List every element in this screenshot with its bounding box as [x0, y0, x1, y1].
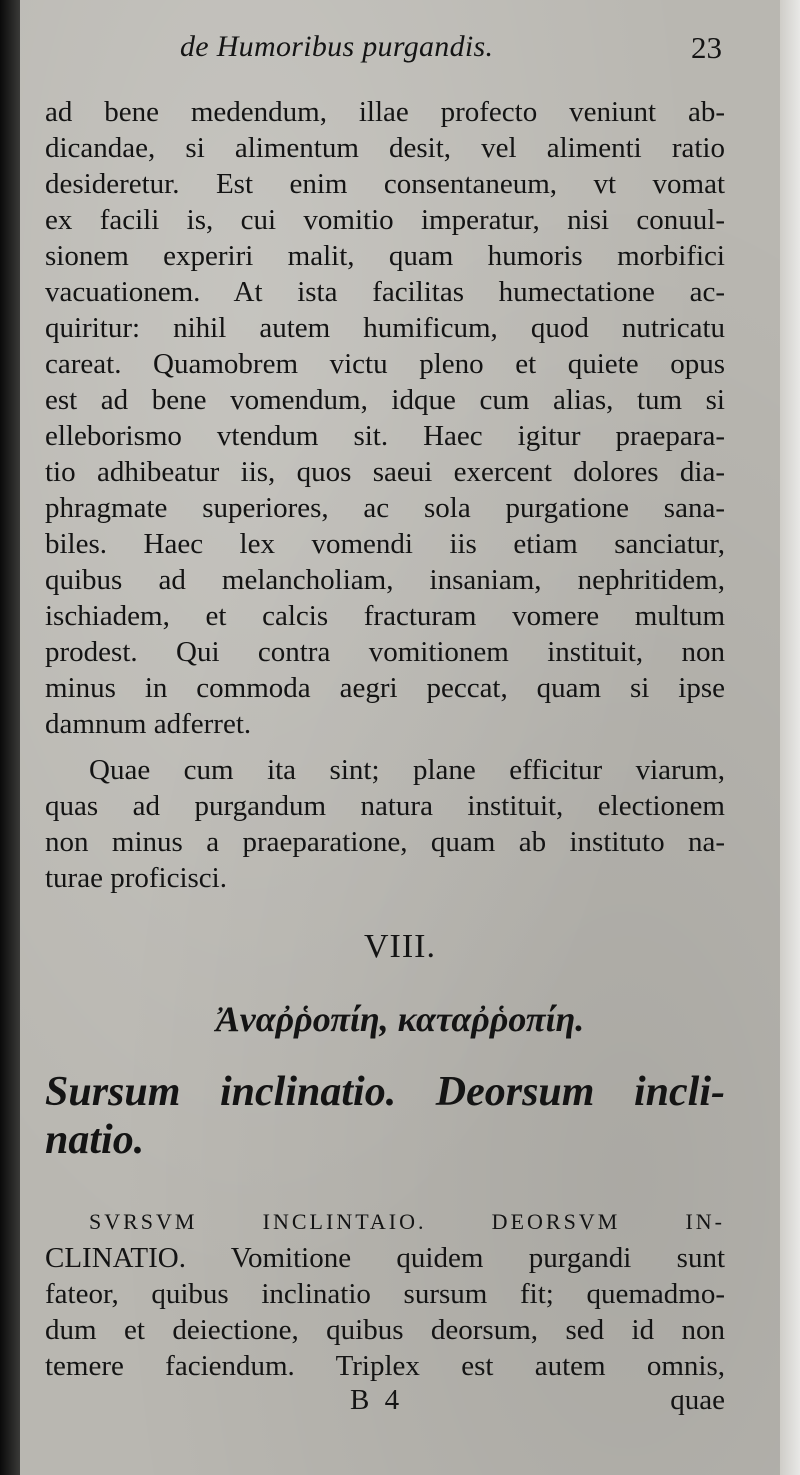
text-line: ischiadem, et calcis fracturam vomere multum	[45, 600, 725, 632]
text-line: quiritur: nihil autem humificum, quod nutricatu	[45, 312, 725, 344]
text-line: turae proficisci.	[45, 862, 227, 894]
running-title: de Humoribus purgandis.	[180, 30, 494, 63]
text-line: damnum adferret.	[45, 708, 252, 740]
page-footer	[20, 1384, 780, 1420]
text-line: ad bene medendum, illae profecto veniunt ab-	[45, 96, 725, 128]
paragraph-3	[45, 1204, 725, 1384]
book-page	[20, 0, 780, 1475]
section-number: VIII.	[363, 928, 437, 965]
text-line: sionem experiri malit, quam humoris morbifici	[45, 240, 725, 272]
text-line: fateor, quibus inclinatio sursum fit; quemadmo-	[45, 1278, 725, 1310]
signature-mark: B 4	[350, 1384, 404, 1416]
paragraph-2	[45, 752, 725, 896]
text-line: ex facili is, cui vomitio imperatur, nisi conuul-	[45, 204, 725, 236]
text-line: vacuationem. At ista facilitas humectatione ac-	[45, 276, 725, 308]
text-line: minus in commoda aegri peccat, quam si ipse	[45, 672, 725, 704]
smallcaps-lead: SVRSVM INCLINTAIO. DEORSVM IN-	[89, 1209, 725, 1234]
text-line: prodest. Qui contra vomitionem instituit, non	[45, 636, 725, 668]
running-head	[20, 30, 780, 70]
text-line: temere faciendum. Triplex est autem omnis,	[45, 1350, 725, 1382]
page-number: 23	[691, 30, 722, 65]
text-line: CLINATIO. Vomitione quidem purgandi sunt	[45, 1242, 725, 1274]
catchword: quae	[670, 1384, 725, 1416]
text-line: est ad bene vomendum, idque cum alias, tum si	[45, 384, 725, 416]
text-line: elleborismo vtendum sit. Haec igitur praepara-	[45, 420, 725, 452]
page-gutter-shadow	[0, 0, 20, 1475]
text-line: biles. Haec lex vomendi iis etiam sanciatur,	[45, 528, 725, 560]
text-line: non minus a praeparatione, quam ab instituto na-	[45, 826, 725, 858]
greek-section-title: Ἀναῤῥοπίη, καταῤῥοπίη.	[215, 999, 585, 1039]
text-line: phragmate superiores, ac sola purgatione sana-	[45, 492, 725, 524]
text-line: dicandae, si alimentum desit, vel alimenti ratio	[45, 132, 725, 164]
text-line: desideretur. Est enim consentaneum, vt vomat	[45, 168, 725, 200]
heading-line: natio.	[45, 1117, 145, 1163]
text-line: careat. Quamobrem victu pleno et quiete opus	[45, 348, 725, 380]
text-line: Quae cum ita sint; plane efficitur viarum,	[89, 754, 725, 786]
heading-line: Sursum inclinatio. Deorsum incli-	[45, 1069, 725, 1115]
text-line: tio adhibeatur iis, quos saeui exercent dolores dia-	[45, 456, 725, 488]
page-outer-margin	[780, 0, 800, 1475]
text-line: quas ad purgandum natura instituit, electionem	[45, 790, 725, 822]
latin-section-title	[45, 1068, 725, 1164]
text-line: dum et deiectione, quibus deorsum, sed id non	[45, 1314, 725, 1346]
paragraph-1	[45, 94, 725, 742]
text-line: quibus ad melancholiam, insaniam, nephritidem,	[45, 564, 725, 596]
